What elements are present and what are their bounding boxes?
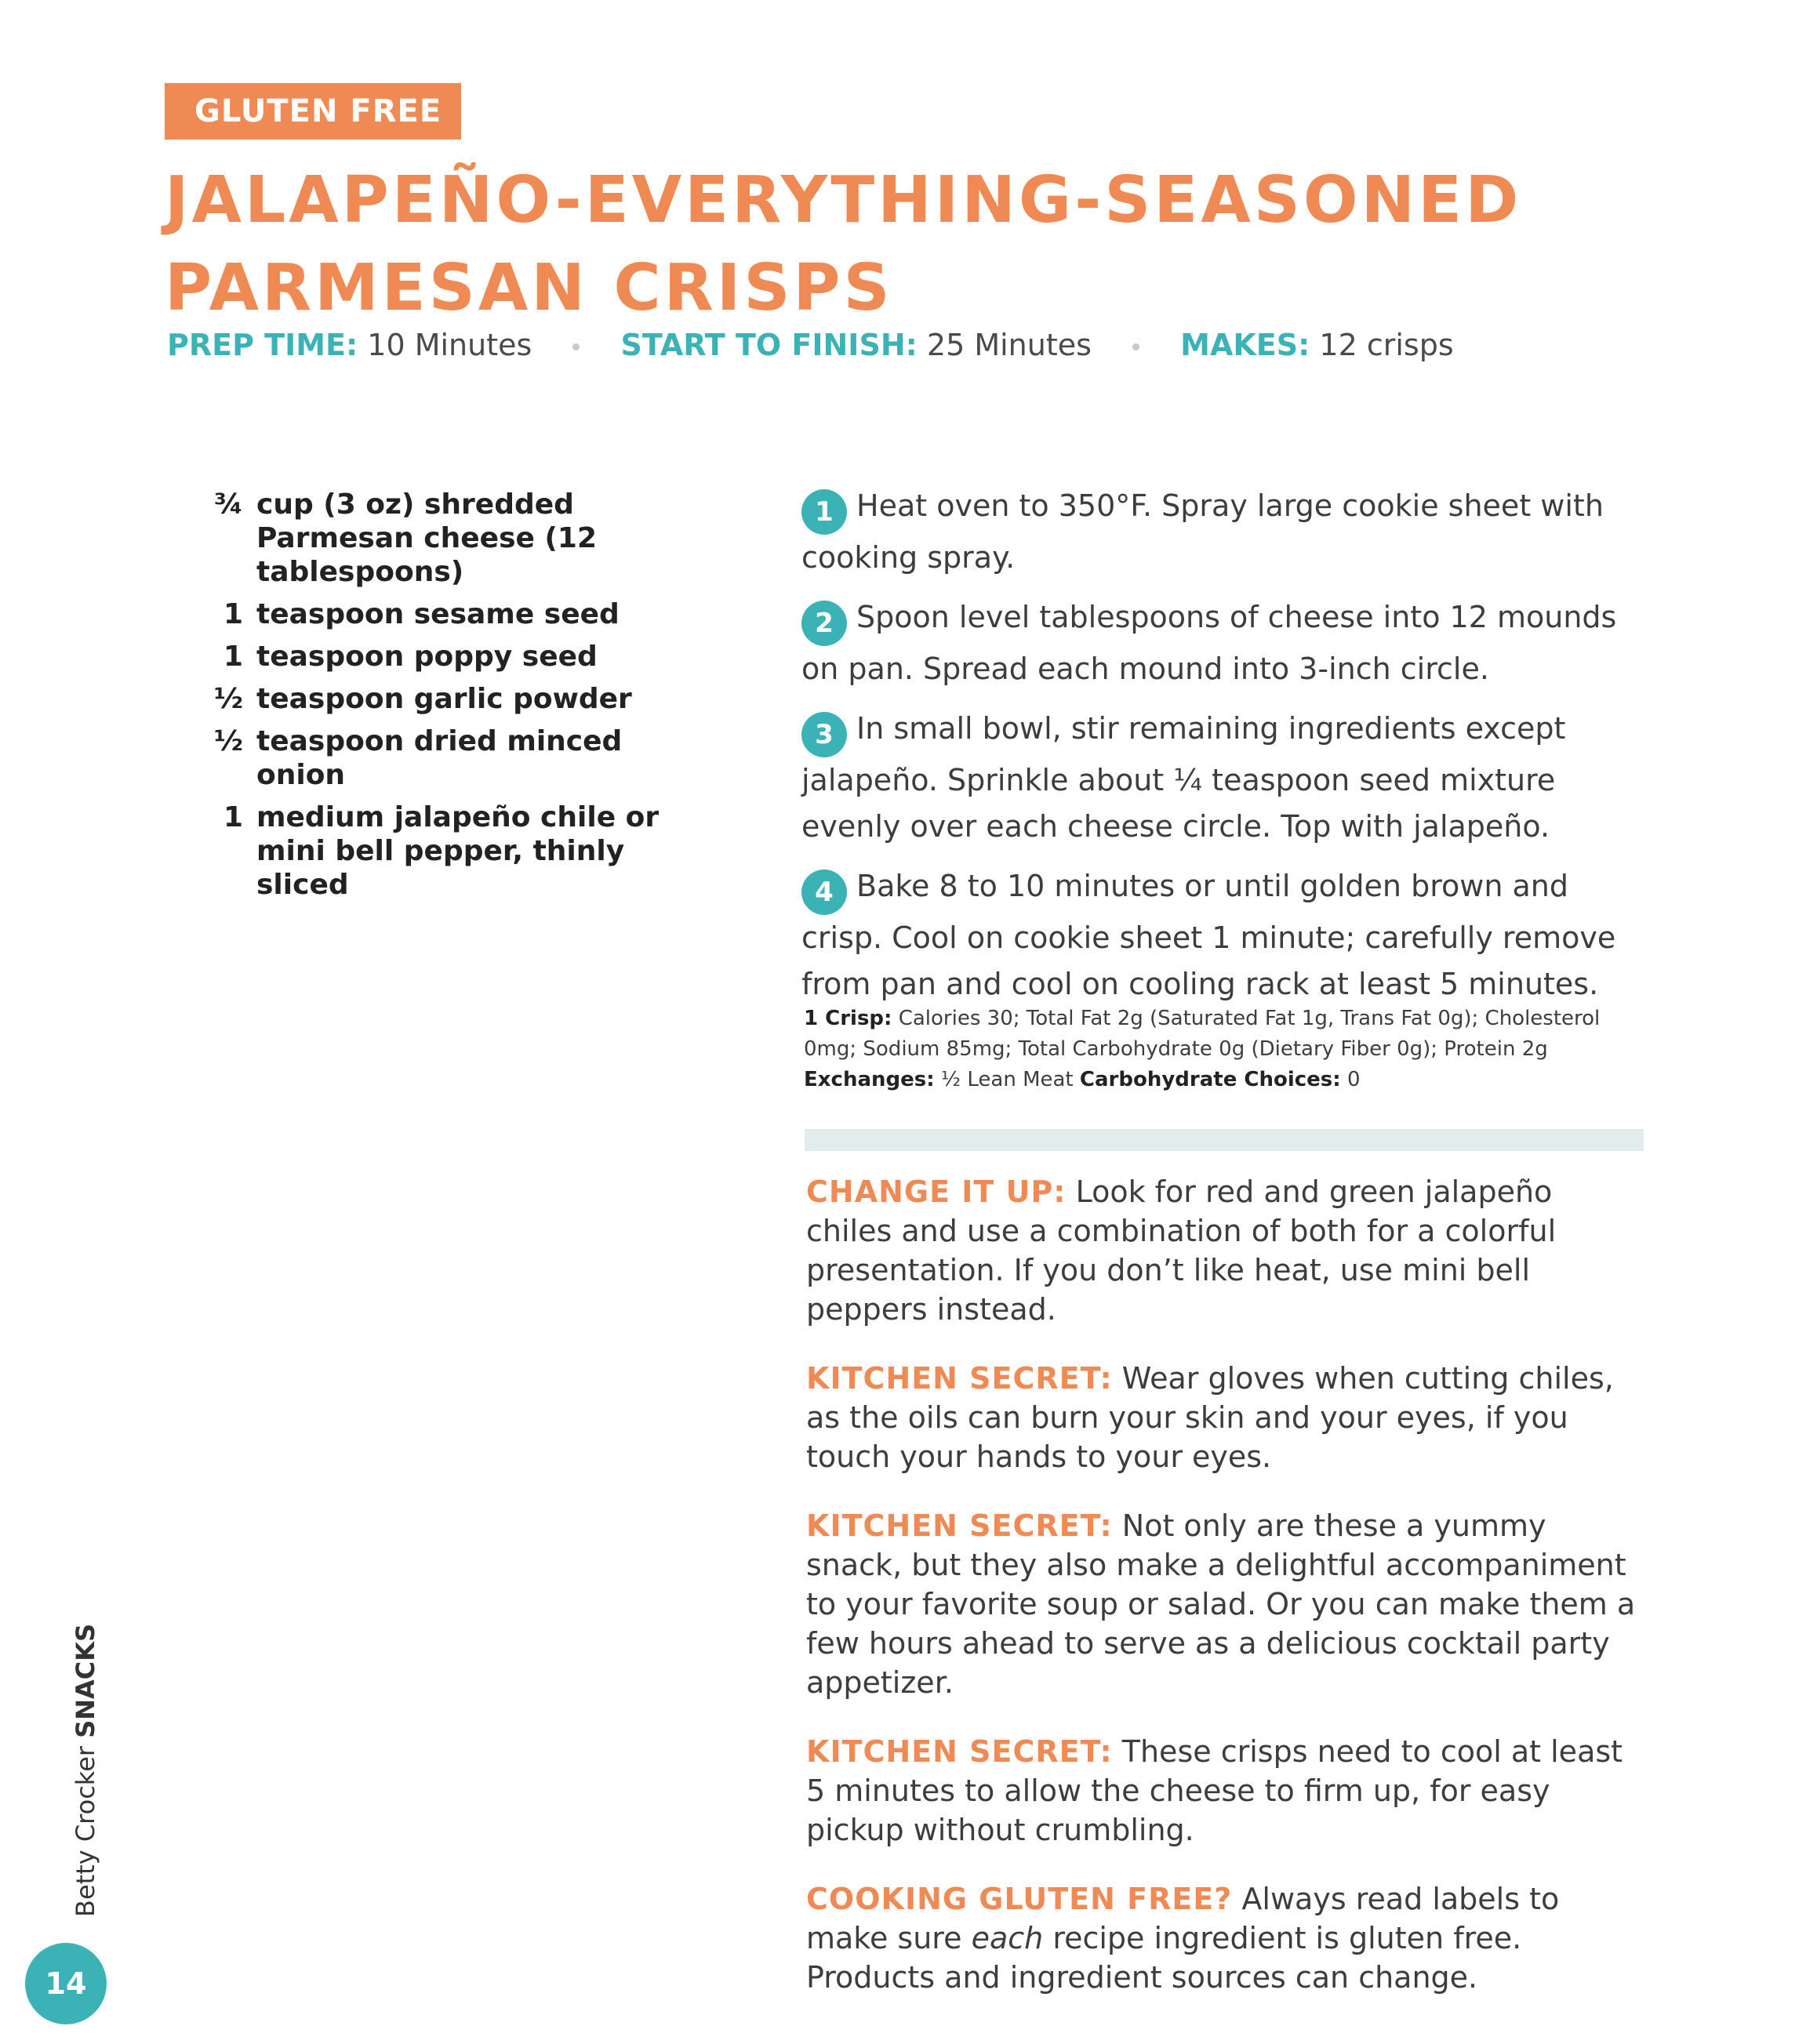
- serving-label: 1 Crisp:: [804, 1007, 892, 1030]
- ingredient-text: teaspoon sesame seed: [256, 598, 620, 630]
- tips-section: [806, 1172, 1645, 2027]
- prep-time-value: 10 Minutes: [367, 328, 532, 362]
- ingredient-item: [196, 640, 698, 673]
- prep-time-label: PREP TIME:: [167, 328, 358, 362]
- makes-label: MAKES:: [1180, 328, 1310, 362]
- carb-choices-label: Carbohydrate Choices:: [1079, 1068, 1341, 1091]
- ingredient-text: teaspoon dried minced onion: [256, 725, 623, 791]
- tip-block: [806, 1172, 1645, 1329]
- ingredient-quantity: 1: [223, 641, 243, 673]
- recipe-title-line-1: JALAPEÑO-EVERYTHING-SEASONED: [165, 163, 1522, 238]
- ingredient-quantity: 1: [223, 598, 243, 630]
- tip-text: Look for red and green jalapeño chiles and use a combination of both for a colorful presentation. If you don’t like heat, use mini bell peppers instead.: [806, 1174, 1557, 1327]
- ingredient-list: [196, 488, 698, 910]
- direction-step: [801, 706, 1641, 850]
- step-text: Heat oven to 350°F. Spray large cookie sheet with cooking spray.: [801, 488, 1604, 575]
- nutrition-info: [804, 1004, 1635, 1095]
- ingredient-text: cup (3 oz) shredded Parmesan cheese (12 tablespoons): [256, 488, 598, 588]
- gluten-free-badge: GLUTEN FREE: [165, 83, 461, 140]
- ingredient-quantity: ¾: [213, 488, 243, 521]
- section-name: SNACKS: [71, 1623, 100, 1738]
- step-text: Bake 8 to 10 minutes or until golden brown and crisp. Cool on cookie sheet 1 minute; carefully remove from pan and cool on cooling rack at least 5 minutes.: [801, 869, 1616, 1001]
- tip-text-after: recipe ingredient is gluten free. Products and ingredient sources can change.: [806, 1921, 1522, 1995]
- tip-text-before: Always read labels to make sure: [806, 1882, 1560, 1955]
- direction-step: [801, 483, 1641, 581]
- exchanges-value: ½ Lean Meat: [940, 1068, 1074, 1091]
- tip-text-emphasis: each: [971, 1921, 1044, 1955]
- tip-heading: COOKING GLUTEN FREE?: [806, 1882, 1233, 1916]
- recipe-meta: [167, 325, 1454, 365]
- ingredient-quantity: ½: [213, 725, 243, 757]
- tip-block: [806, 1359, 1645, 1476]
- ingredient-item: [196, 801, 698, 902]
- tip-heading: KITCHEN SECRET:: [806, 1734, 1113, 1769]
- step-number-badge: 4: [801, 870, 847, 915]
- direction-step: [801, 863, 1641, 1007]
- start-to-finish-value: 25 Minutes: [926, 328, 1092, 362]
- tip-block: [806, 1506, 1645, 1702]
- section-divider: [805, 1129, 1644, 1151]
- ingredient-quantity: ½: [213, 683, 243, 715]
- makes-value: 12 crisps: [1319, 328, 1454, 362]
- recipe-title: [165, 157, 1522, 332]
- tip-heading: KITCHEN SECRET:: [806, 1508, 1113, 1543]
- ingredient-text: teaspoon poppy seed: [256, 641, 598, 673]
- tip-block: [806, 1732, 1645, 1850]
- tip-block: [806, 1879, 1645, 1997]
- tip-heading: CHANGE IT UP:: [806, 1174, 1067, 1209]
- meta-separator: [1132, 343, 1139, 350]
- ingredient-item: [196, 597, 698, 631]
- recipe-title-line-2: PARMESAN CRISPS: [165, 251, 893, 325]
- brand-name: Betty Crocker: [71, 1745, 100, 1917]
- ingredient-item: [196, 724, 698, 792]
- ingredient-text: medium jalapeño chile or mini bell pepper, thinly sliced: [256, 801, 660, 901]
- carb-choices-value: 0: [1346, 1068, 1361, 1091]
- running-footer: [71, 1624, 100, 1917]
- step-text: In small bowl, stir remaining ingredients except jalapeño. Sprinkle about ¼ teaspoon seed mixture evenly over each cheese circle. Top with jalapeño.: [801, 711, 1566, 844]
- tip-text: Wear gloves when cutting chiles, as the oils can burn your skin and your eyes, if you touch your hands to your eyes.: [806, 1361, 1614, 1474]
- step-number-badge: 1: [801, 489, 847, 535]
- nutrition-facts: Calories 30; Total Fat 2g (Saturated Fat 1g, Trans Fat 0g); Cholesterol 0mg; Sodium 85mg; Total Carbohydrate 0g (Dietary Fiber 0g); Protein 2g: [804, 1007, 1601, 1061]
- tip-text: These crisps need to cool at least 5 minutes to allow the cheese to firm up, for easy pickup without crumbling.: [806, 1734, 1623, 1847]
- meta-separator: [572, 343, 580, 350]
- start-to-finish-label: START TO FINISH:: [620, 328, 918, 362]
- ingredient-quantity: 1: [223, 801, 243, 833]
- step-number-badge: 3: [801, 712, 847, 757]
- ingredient-text: teaspoon garlic powder: [256, 683, 632, 715]
- direction-step: [801, 594, 1641, 692]
- tip-heading: KITCHEN SECRET:: [806, 1361, 1113, 1396]
- directions: [801, 483, 1641, 1021]
- ingredient-item: [196, 682, 698, 716]
- ingredient-item: [196, 488, 698, 589]
- page-number: 14: [25, 1943, 107, 2024]
- exchanges-label: Exchanges:: [804, 1068, 935, 1091]
- step-text: Spoon level tablespoons of cheese into 12 mounds on pan. Spread each mound into 3-inch circle.: [801, 600, 1617, 686]
- step-number-badge: 2: [801, 601, 847, 646]
- tip-text: Not only are these a yummy snack, but they also make a delightful accompaniment to your favorite soup or salad. Or you can make them a few hours ahead to serve as a delicious cocktail party appetizer.: [806, 1508, 1636, 1700]
